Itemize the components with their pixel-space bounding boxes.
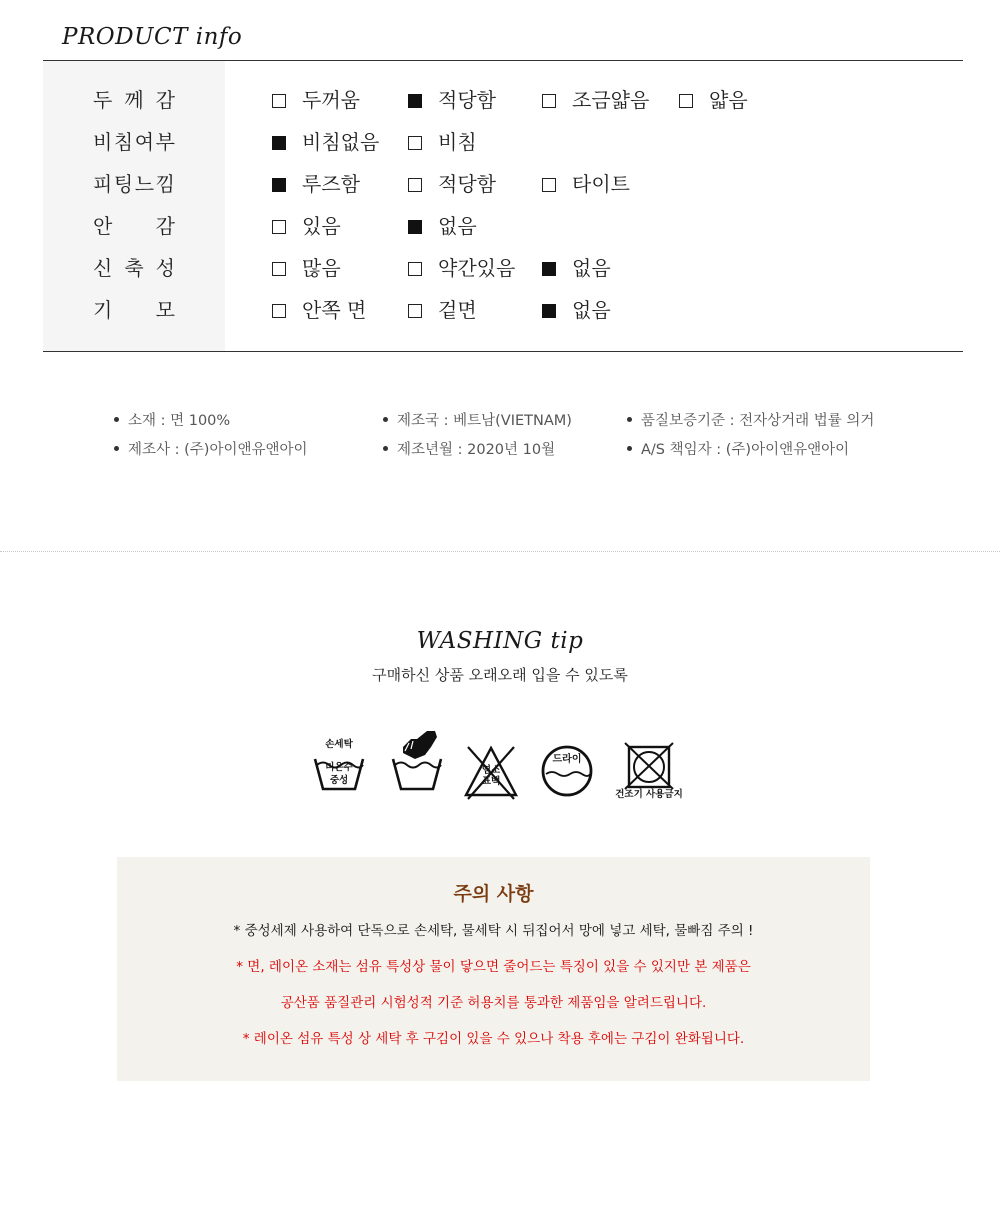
option-label: 적당함 [438, 172, 496, 196]
caution-title: 주의 사항 [453, 883, 534, 905]
option-label: 많음 [302, 256, 341, 280]
label-char: 낌 [155, 172, 175, 196]
label-char: 기 [93, 298, 113, 322]
option-label: 약간있음 [438, 256, 516, 280]
info-option [272, 163, 360, 205]
spec-country: 제조국 : 베트남(VIETNAM) [383, 410, 572, 432]
info-option [408, 163, 496, 205]
label-char: 성 [155, 256, 175, 280]
caution-line-1: * 중성세제 사용하여 단독으로 손세탁, 물세탁 시 뒤집어서 망에 넣고 세탁, 물빠짐 주의 ! [233, 923, 754, 939]
info-option [679, 79, 748, 121]
info-option [272, 121, 379, 163]
dry-clean-label: 드라이 [552, 754, 582, 765]
caution-box [117, 857, 870, 1081]
info-option [542, 247, 611, 289]
info-option [408, 289, 477, 331]
washing-tip-title: WASHING tip [416, 628, 584, 654]
empty-box-icon [408, 178, 422, 192]
caution-line-2: * 면, 레이온 소재는 섬유 특성상 물이 닿으면 줄어드는 특징이 있을 수 있지만 본 제품은 [236, 959, 751, 975]
label-char: 비 [93, 130, 113, 154]
option-label: 없음 [572, 298, 611, 322]
no-bleach-icon [464, 745, 518, 801]
info-row-label [93, 163, 175, 205]
checked-box-icon [408, 220, 422, 234]
info-row-label [93, 121, 175, 163]
empty-box-icon [408, 136, 422, 150]
label-char: 신 [93, 256, 113, 280]
hand-wash-label-2: 미온수 [325, 762, 353, 773]
option-label: 얇음 [709, 88, 748, 112]
label-char: 느 [134, 172, 155, 196]
label-char: 모 [155, 298, 175, 322]
info-option [272, 289, 366, 331]
option-label: 타이트 [572, 172, 630, 196]
info-option [272, 247, 341, 289]
empty-box-icon [542, 94, 556, 108]
label-char: 피 [93, 172, 113, 196]
hand-wash-label-1: 손세탁 [325, 739, 353, 750]
hand-wash-icon [313, 739, 365, 791]
empty-box-icon [408, 304, 422, 318]
no-tumble-dry-label: 건조기 사용금지 [615, 789, 683, 800]
spec-quality: 품질보증기준 : 전자상거래 법률 의거 [627, 410, 874, 432]
hand-wash-label-3: 중성 [329, 775, 349, 786]
label-char: 감 [155, 88, 175, 112]
caution-line-3: 공산품 품질관리 시험성적 기준 허용치를 통과한 제품임을 알려드립니다. [280, 995, 707, 1011]
info-option [408, 121, 477, 163]
info-option [542, 289, 611, 331]
label-char: 축 [124, 256, 144, 280]
empty-box-icon [679, 94, 693, 108]
empty-box-icon [272, 262, 286, 276]
no-tumble-dry-icon [615, 742, 683, 800]
info-option [408, 205, 477, 247]
info-row-label [93, 79, 175, 121]
info-row [43, 121, 963, 163]
label-char: 안 [93, 214, 113, 238]
dry-clean-icon [540, 744, 594, 798]
empty-box-icon [408, 262, 422, 276]
spec-manufacturer: 제조사 : (주)아이앤유앤아이 [114, 439, 308, 461]
checked-box-icon [272, 178, 286, 192]
no-bleach-label-1: 염소 [481, 765, 501, 776]
info-row-label [93, 247, 175, 289]
care-icons [0, 725, 1000, 815]
info-option [408, 247, 515, 289]
product-info-table [43, 60, 963, 352]
option-label: 비침 [438, 130, 477, 154]
label-char: 여 [134, 130, 155, 154]
no-bleach-label-2: 표백 [481, 776, 501, 787]
checked-box-icon [272, 136, 286, 150]
washing-subtitle: 구매하신 상품 오래오래 입을 수 있도록 [372, 666, 628, 684]
empty-box-icon [272, 94, 286, 108]
info-row-label [93, 289, 175, 331]
option-label: 안쪽 면 [302, 298, 367, 322]
option-label: 두꺼움 [302, 88, 360, 112]
option-label: 적당함 [438, 88, 496, 112]
product-specs [0, 410, 1000, 470]
label-char: 두 [93, 88, 113, 112]
info-row-label [93, 205, 175, 247]
info-option [272, 79, 360, 121]
section-divider [0, 551, 1000, 552]
label-char: 감 [155, 214, 175, 238]
checked-box-icon [542, 262, 556, 276]
option-label: 없음 [572, 256, 611, 280]
option-label: 있음 [302, 214, 341, 238]
label-char: 침 [113, 130, 134, 154]
option-label: 겉면 [438, 298, 477, 322]
hand-wash-squeeze-icon [391, 729, 443, 791]
label-char: 팅 [113, 172, 134, 196]
info-option [408, 79, 496, 121]
info-row [43, 289, 963, 331]
empty-box-icon [272, 220, 286, 234]
spec-date: 제조년월 : 2020년 10월 [383, 439, 555, 461]
info-row [43, 205, 963, 247]
label-char: 부 [155, 130, 175, 154]
info-row [43, 247, 963, 289]
product-info-title: PRODUCT info [62, 24, 243, 50]
empty-box-icon [542, 178, 556, 192]
info-option [272, 205, 341, 247]
spec-material: 소재 : 면 100% [114, 410, 230, 432]
info-row [43, 79, 963, 121]
label-char: 께 [124, 88, 144, 112]
spec-as: A/S 책임자 : (주)아이앤유앤아이 [627, 439, 849, 461]
option-label: 없음 [438, 214, 477, 238]
info-option [542, 79, 649, 121]
checked-box-icon [542, 304, 556, 318]
info-option [542, 163, 630, 205]
empty-box-icon [272, 304, 286, 318]
checked-box-icon [408, 94, 422, 108]
info-row [43, 163, 963, 205]
option-label: 루즈함 [302, 172, 360, 196]
caution-line-4: * 레이온 섬유 특성 상 세탁 후 구김이 있을 수 있으나 착용 후에는 구김이 완화됩니다. [242, 1031, 745, 1047]
option-label: 조금얇음 [572, 88, 650, 112]
option-label: 비침없음 [302, 130, 380, 154]
